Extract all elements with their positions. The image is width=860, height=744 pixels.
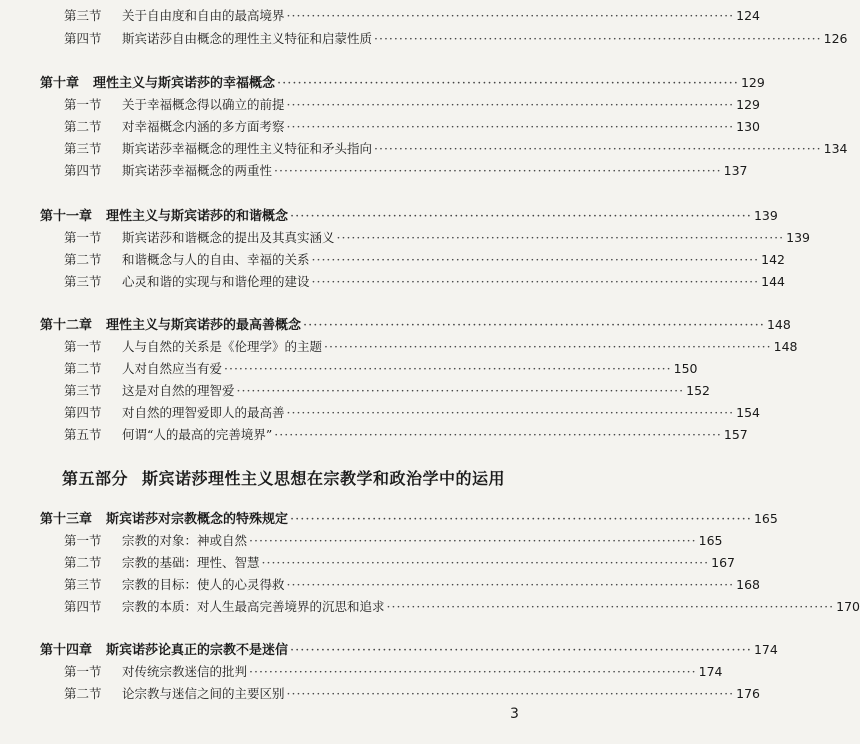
page-ref: 152 <box>686 383 710 398</box>
leader-dots: ·························································································· <box>324 339 772 354</box>
leader-dots: ·························································································· <box>261 555 710 570</box>
page-ref: 130 <box>736 119 760 134</box>
leader-dots: ·························································································· <box>286 577 735 592</box>
leader-dots: ·························································································· <box>274 427 722 442</box>
page-ref: 129 <box>736 97 760 112</box>
page-ref: 167 <box>711 555 735 570</box>
toc-section: 第二节 论宗教与迷信之间的主要区别 ·························································································· 176 <box>64 686 760 701</box>
page-ref: 150 <box>673 361 698 376</box>
page-ref: 168 <box>736 577 760 592</box>
leader-dots: ·························································································· <box>286 119 735 134</box>
page-ref: 134 <box>823 141 848 156</box>
page-ref: 165 <box>753 511 778 526</box>
toc-section: 第四节 斯宾诺莎幸福概念的两重性 ·························································································· 137 <box>64 163 748 178</box>
leader-dots: ·························································································· <box>374 31 822 46</box>
toc-section: 第一节 关于幸福概念得以确立的前提 ·························································································· 129 <box>64 97 760 112</box>
page-ref: 148 <box>773 339 798 354</box>
toc-section: 第二节 人对自然应当有爱 ·························································································· 150 <box>64 361 698 376</box>
leader-dots: ·························································································· <box>236 383 685 398</box>
toc-section: 第二节 和谐概念与人的自由、幸福的关系 ·························································································· 142 <box>64 252 785 267</box>
leader-dots: ·························································································· <box>286 8 735 23</box>
toc-section: 第五节 何谓“人的最高的完善境界” ·························································································· 157 <box>64 427 748 442</box>
toc-section: 第二节 宗教的基础：理性、智慧 ·························································································· 167 <box>64 555 735 570</box>
toc-chapter: 第十一章 理性主义与斯宾诺莎的和谐概念 ·························································································· 139 <box>40 208 778 224</box>
leader-dots: ·························································································· <box>290 209 752 224</box>
page-ref: 144 <box>761 274 785 289</box>
page-ref: 174 <box>698 664 723 679</box>
page-ref: 137 <box>723 163 748 178</box>
leader-dots: ·························································································· <box>290 643 752 658</box>
toc-section: 第三节 宗教的目标：使人的心灵得救 ·························································································· 168 <box>64 577 760 592</box>
leader-dots: ·························································································· <box>374 141 822 156</box>
leader-dots: ·························································································· <box>274 163 722 178</box>
leader-dots: ·························································································· <box>249 664 697 679</box>
toc-section: 第一节 人与自然的关系是《伦理学》的主题 ·························································································· 148 <box>64 339 798 354</box>
toc-chapter: 第十三章 斯宾诺莎对宗教概念的特殊规定 ·························································································· 165 <box>40 511 778 527</box>
leader-dots: ·························································································· <box>303 318 765 333</box>
leader-dots: ·························································································· <box>386 599 835 614</box>
toc-section: 第一节 斯宾诺莎和谐概念的提出及其真实涵义 ·························································································· 139 <box>64 230 810 245</box>
leader-dots: ·························································································· <box>311 274 760 289</box>
toc-section: 第一节 对传统宗教迷信的批判 ·························································································· 174 <box>64 664 723 679</box>
page-ref: 157 <box>723 427 748 442</box>
leader-dots: ·························································································· <box>224 361 672 376</box>
page-ref: 142 <box>761 252 785 267</box>
toc-section: 第三节 斯宾诺莎幸福概念的理性主义特征和矛头指向 ·························································································· 134 <box>64 141 848 156</box>
leader-dots: ·························································································· <box>249 533 697 548</box>
page-ref: 170 <box>836 599 860 614</box>
leader-dots: ·························································································· <box>336 230 785 245</box>
toc-section: 第四节 对自然的理智爱即人的最高善 ·························································································· 154 <box>64 405 760 420</box>
toc-section: 第三节 这是对自然的理智爱 ·························································································· 152 <box>64 383 710 398</box>
toc-section: 第四节 宗教的本质：对人生最高完善境界的沉思和追求 ·························································································· 170 <box>64 599 860 614</box>
toc-chapter: 第十章 理性主义与斯宾诺莎的幸福概念 ·························································································· 129 <box>40 75 765 91</box>
toc-section: 第二节 对幸福概念内涵的多方面考察 ·························································································· 130 <box>64 119 760 134</box>
leader-dots: ·························································································· <box>277 76 739 91</box>
leader-dots: ·························································································· <box>286 686 735 701</box>
toc-section: 第一节 宗教的对象：神或自然 ·························································································· 165 <box>64 533 723 548</box>
page-ref: 139 <box>753 208 778 223</box>
part-heading: 第五部分 斯宾诺莎理性主义思想在宗教学和政治学中的运用 <box>62 469 506 488</box>
page-ref: 148 <box>766 317 791 332</box>
toc-section: 第四节 斯宾诺莎自由概念的理性主义特征和启蒙性质 ·························································································· 126 <box>64 31 848 46</box>
page-ref: 176 <box>736 686 760 701</box>
toc-chapter: 第十二章 理性主义与斯宾诺莎的最高善概念 ·························································································· 148 <box>40 317 791 333</box>
page-ref: 139 <box>786 230 810 245</box>
leader-dots: ·························································································· <box>286 97 735 112</box>
leader-dots: ·························································································· <box>311 252 760 267</box>
page-ref: 154 <box>736 405 760 420</box>
page-ref: 126 <box>823 31 848 46</box>
leader-dots: ·························································································· <box>290 512 752 527</box>
page-ref: 129 <box>740 75 765 90</box>
leader-dots: ·························································································· <box>286 405 735 420</box>
page-ref: 174 <box>753 642 778 657</box>
toc-section: 第三节 关于自由度和自由的最高境界 ·························································································· 124 <box>64 8 760 23</box>
toc-section: 第三节 心灵和谐的实现与和谐伦理的建设 ·························································································· 144 <box>64 274 785 289</box>
page-ref: 124 <box>736 8 760 23</box>
page-number: 3 <box>510 706 519 722</box>
page-ref: 165 <box>698 533 723 548</box>
toc-chapter: 第十四章 斯宾诺莎论真正的宗教不是迷信 ·························································································· 174 <box>40 642 778 658</box>
